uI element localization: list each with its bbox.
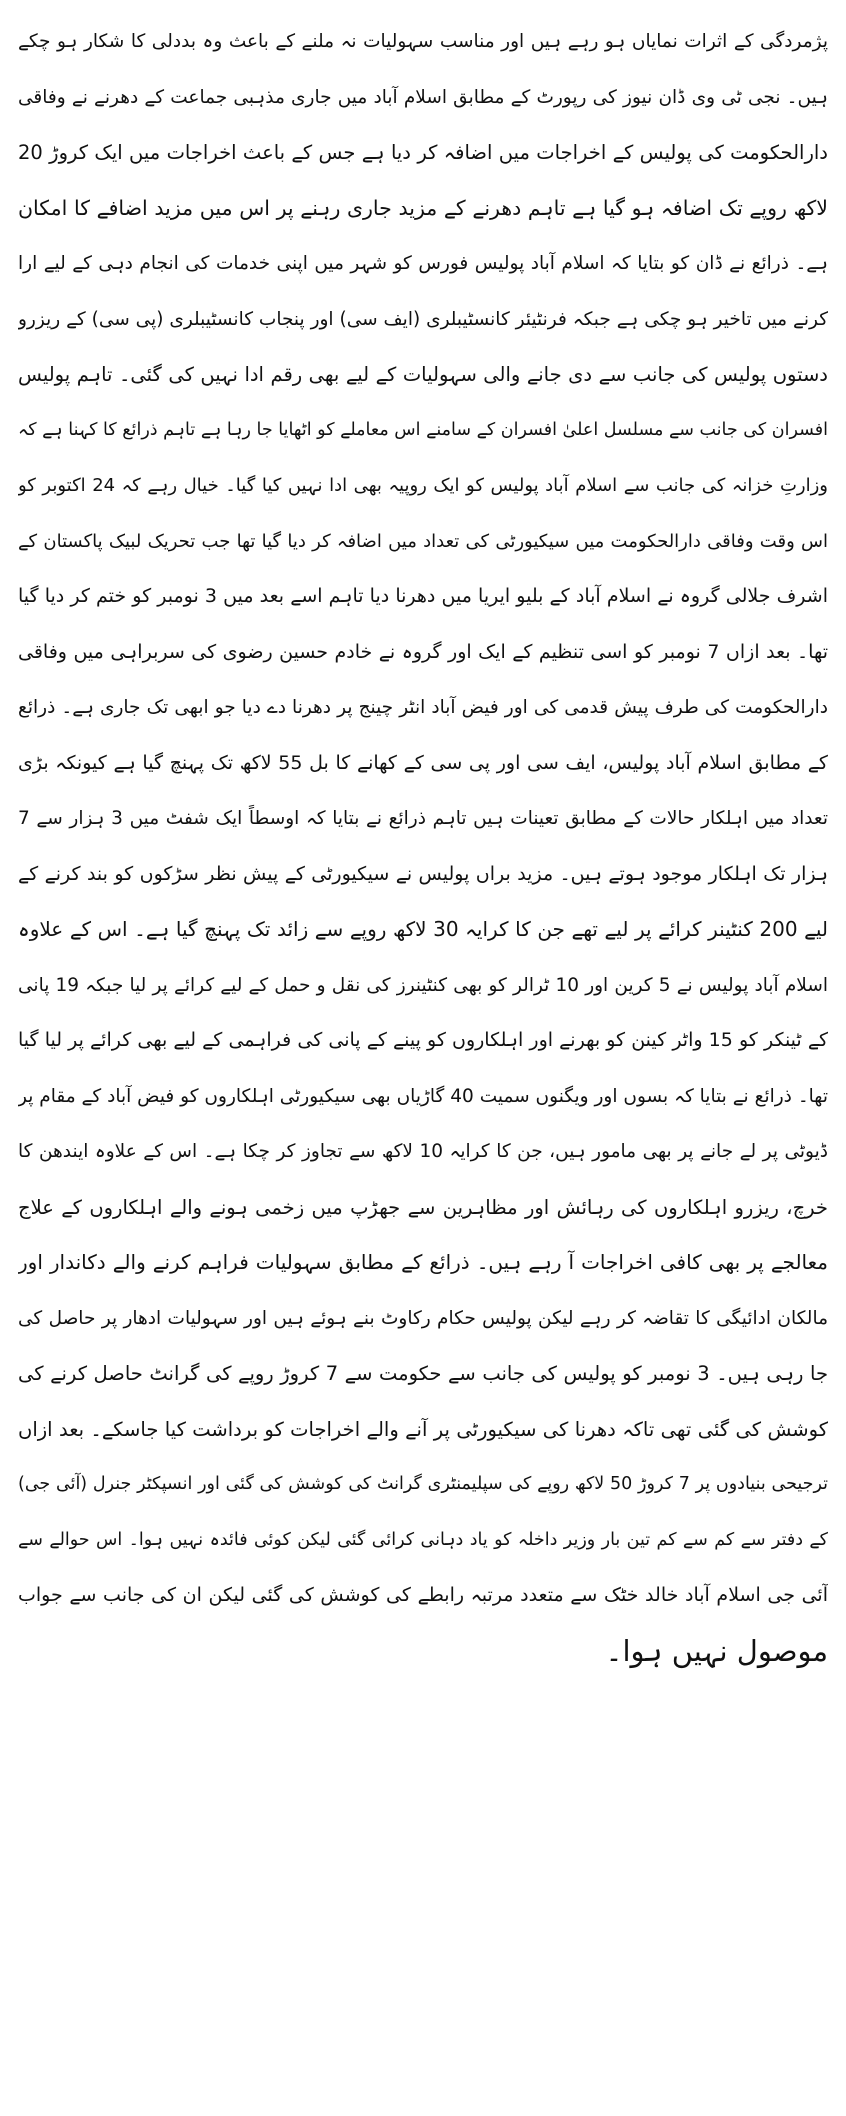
article-line: وزارتِ خزانہ کی جانب سے اسلام آباد پولیس کو ایک روپیہ بھی ادا نہیں کیا گیا۔ خیال رہے کہ 24 اکتوبر کو (18, 475, 828, 496)
article-line: پژمردگی کے اثرات نمایاں ہو رہے ہیں اور مناسب سہولیات نہ ملنے کے باعث وہ بددلی کا شکار ہو چکے (18, 31, 828, 52)
article-line: دستوں پولیس کی جانب سے دی جانے والی سہولیات کے لیے بھی رقم ادا نہیں کی گئی۔ تاہم پولیس (18, 363, 828, 386)
article-line: مالکان ادائیگی کا تقاضہ کر رہے لیکن پولیس حکام رکاوٹ بنے ہوئے ہیں اور سہولیات ادھار پر حاصل کی (18, 1307, 828, 1329)
article-line-last: موصول نہیں ہوا۔ (605, 1633, 828, 1668)
article-body (18, 14, 828, 1679)
article-line: دارالحکومت کی طرف پیش قدمی کی اور فیض آباد انٹر چینج پر دھرنا دے دیا جو ابھی تک جاری ہے۔ ذرائع (18, 697, 828, 718)
article-line: ہیں۔ نجی ٹی وی ڈان نیوز کی رپورٹ کے مطابق اسلام آباد میں جاری مذہبی جماعت کے دھرنے نے وفاقی (18, 86, 828, 108)
article-line: ہے۔ ذرائع نے ڈان کو بتایا کہ اسلام آباد پولیس فورس کو شہر میں اپنی خدمات کی انجام دہی کے لیے ارا (18, 253, 828, 274)
article-line: کے مطابق اسلام آباد پولیس، ایف سی اور پی سی کے کھانے کا بل 55 لاکھ تک پہنچ گیا ہے کیونکہ بڑی (18, 751, 828, 774)
article-line: کے دفتر سے کم سے کم تین بار وزیر داخلہ کو یاد دہانی کرائی گئی لیکن کوئی فائدہ نہیں ہوا۔ اس حوالے سے (18, 1529, 828, 1550)
article-line: تھا۔ ذرائع نے بتایا کہ بسوں اور ویگنوں سمیت 40 گاڑیاں بھی سیکیورٹی اہلکاروں کو فیض آباد کے مقام پر (18, 1085, 828, 1107)
article-line: آئی جی اسلام آباد خالد خٹک سے متعدد مرتبہ رابطے کی کوشش کی گئی لیکن ان کی جانب سے جواب (18, 1584, 828, 1606)
article-line: ڈیوٹی پر لے جانے پر بھی مامور ہیں، جن کا کرایہ 10 لاکھ سے تجاوز کر چکا ہے۔ اس کے علاوہ ایندھن کا (18, 1141, 828, 1162)
article-line: جا رہی ہیں۔ 3 نومبر کو پولیس کی جانب سے حکومت سے 7 کروڑ روپے کی گرانٹ حاصل کرنے کی (18, 1362, 828, 1385)
article-line: کوشش کی گئی تھی تاکہ دھرنا کی سیکیورٹی پر آنے والے اخراجات کو برداشت کیا جاسکے۔ بعد ازاں (18, 1417, 828, 1441)
article-line: خرچ، ریزرو اہلکاروں کی رہائش اور مظاہرین سے جھڑپ میں زخمی ہونے والے اہلکاروں کے علاج (18, 1195, 828, 1219)
article-line: لاکھ روپے تک اضافہ ہو گیا ہے تاہم دھرنے کے مزید جاری رہنے پر اس میں مزید اضافے کا امکان (18, 195, 828, 220)
article-line: تھا۔ بعد ازاں 7 نومبر کو اسی تنظیم کے ایک اور گروہ نے خادم حسین رضوی کی سربراہی میں وفاقی (18, 640, 828, 663)
article-line: ترجیحی بنیادوں پر 7 کروڑ 50 لاکھ روپے کی سپلیمنٹری گرانٹ کی کوشش کی گئی اور انسپکٹر جنرل (آئی جی) (18, 1474, 828, 1494)
article-line: اس وقت وفاقی دارالحکومت میں سیکیورٹی کی تعداد میں اضافہ کر دیا گیا تھا جب تحریک لبیک پاکستان کے (18, 530, 828, 552)
article-line: اسلام آباد پولیس نے 5 کرین اور 10 ٹرالر کو بھی کنٹینرز کی نقل و حمل کے لیے کرائے پر لیا جبکہ 19 پانی (18, 974, 828, 996)
article-line: دارالحکومت کی پولیس کے اخراجات میں اضافہ کر دیا ہے جس کے باعث اخراجات میں ایک کروڑ 20 (18, 141, 828, 164)
article-line: افسران کی جانب سے مسلسل اعلیٰ افسران کے سامنے اس معاملے کو اٹھایا جا رہا ہے تاہم ذرائع کا کہنا ہے کہ (18, 419, 828, 440)
article-line: معالجے پر بھی کافی اخراجات آ رہے ہیں۔ ذرائع کے مطابق سہولیات فراہم کرنے والے دکاندار اور (18, 1250, 828, 1274)
article-line: ہزار تک اہلکار موجود ہوتے ہیں۔ مزید براں پولیس نے سیکیورٹی کے پیش نظر سڑکوں کو بند کرنے کے (18, 862, 828, 885)
article-line: لیے 200 کنٹینر کرائے پر لیے تھے جن کا کرایہ 30 لاکھ روپے سے زائد تک پہنچ گیا ہے۔ اس کے علاوہ (18, 917, 828, 941)
article-line: تعداد میں اہلکار حالات کے مطابق تعینات ہیں تاہم ذرائع نے بتایا کہ اوسطاً ایک شفٹ میں 3 ہزار سے 7 (18, 808, 828, 829)
article-line: کرنے میں تاخیر ہو چکی ہے جبکہ فرنٹیئر کانسٹیبلری (ایف سی) اور پنجاب کانسٹیبلری (پی سی) کے ریزرو (18, 308, 828, 330)
article-line: کے ٹینکر کو 15 واٹر کینن کو بھرنے اور اہلکاروں کو پینے کے پانی کی فراہمی کے لیے بھی کرائے پر لیا گیا (18, 1029, 828, 1051)
article-line: اشرف جلالی گروہ نے اسلام آباد کے بلیو ایریا میں دھرنا دیا تاہم اسے بعد میں 3 نومبر کو ختم کر دیا گیا (18, 585, 828, 607)
